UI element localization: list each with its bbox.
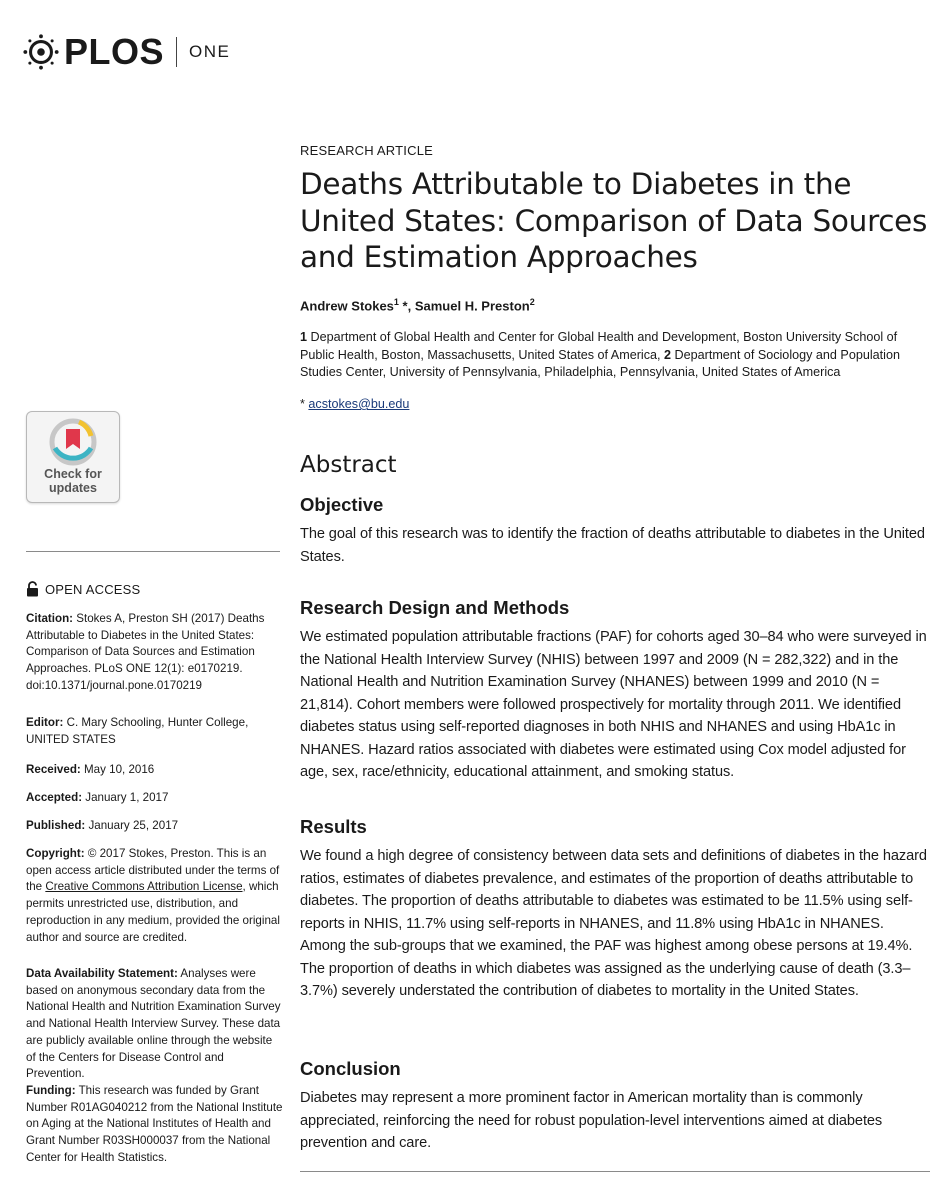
footer-divider (300, 1171, 930, 1172)
section-text-objective: The goal of this research was to identify the fraction of deaths attributable to diabetes in the United States. (300, 526, 925, 565)
author-name[interactable]: Samuel H. Preston (414, 298, 530, 314)
abstract-heading: Abstract (300, 452, 397, 478)
copyright-block: Copyright: © 2017 Stokes, Preston. This is an open access article distributed under the terms of the Creative Commons Attribution License, which permits unrestricted use, distribution, and reproduction in any medium, provided the original author and source are credited. (26, 847, 280, 944)
email-link[interactable]: acstokes@bu.edu (308, 397, 410, 411)
author-list: Andrew Stokes$^1$ *, Samuel H. Preston$^2$ (300, 297, 535, 314)
logo-suffix: ONE (189, 42, 231, 61)
check-for-updates-badge[interactable] (26, 411, 120, 503)
badge-label: Check for updates (44, 467, 102, 495)
journal-logo[interactable] (22, 30, 230, 74)
section-heading-conclusion: Conclusion (300, 1058, 401, 1079)
open-lock-icon (26, 581, 39, 597)
funding-block: Funding: This research was funded by Grant Number R01AG040212 from the National Institute on Aging at the National Institutes of Health and Grant Number R03SH000037 from the National Center for Health Statistics. (26, 1084, 283, 1164)
section-text-methods: We estimated population attributable fractions (PAF) for cohorts aged 30–84 who were surveyed in the National Health Interview Survey (NHIS) between 1997 and 2009 (N = 282,322) and in the National Health and Nutrition Examination Survey (NHANES) between 1999 and 2010 (N = 21,814). Cohort members were followed prospectively for mortality through 2011. We identified diabetes status using self-reported diagnoses in both NHIS and NHANES and using HbA1c in NHANES. Hazard ratios associated with diabetes were estimated using Cox model adjusted for age, sex, race/ethnicity, educational attainment, and smoking status. (300, 629, 927, 780)
accepted-date: Accepted: January 1, 2017 (26, 791, 169, 804)
section-heading-results: Results (300, 816, 367, 837)
open-access-label: OPEN ACCESS (26, 581, 140, 597)
article-type: RESEARCH ARTICLE (300, 143, 433, 158)
logo-wordmark: PLOS (64, 31, 165, 72)
section-heading-objective: Objective (300, 494, 384, 515)
data-availability-block: Data Availability Statement: Analyses were based on anonymous secondary data from the National Health and Nutrition Examination Survey and National Health Interview Survey. These data are publicly available online through the website of the Centers for Disease Control and Prevention. (26, 967, 281, 1081)
affiliation-ref[interactable]: 2 (529, 297, 535, 307)
corresponding-mark: * (398, 298, 408, 314)
crossmark-icon (49, 418, 97, 466)
plos-logo-icon (22, 33, 60, 71)
received-date: Received: May 10, 2016 (26, 763, 155, 776)
published-date: Published: January 25, 2017 (26, 819, 179, 832)
article-title: Deaths Attributable to Diabetes in the United States: Comparison of Data Sources and Estimation Approaches (300, 167, 928, 274)
sidebar-divider (26, 551, 280, 552)
logo-divider (176, 37, 177, 67)
section-heading-methods: Research Design and Methods (300, 597, 570, 618)
affiliations: 1 Department of Global Health and Center for Global Health and Development, Boston University School of Public Health, Boston, Massachusetts, United States of America, 2 Department of Sociology and Population Studies Center, University of Pennsylvania, Philadelphia, Pennsylvania, United States of America (300, 330, 900, 380)
author-name[interactable]: Andrew Stokes (300, 298, 394, 314)
citation-block: Citation: Stokes A, Preston SH (2017) Deaths Attributable to Diabetes in the United States: Comparison of Data Sources and Estimation Approaches. PLoS ONE 12(1): e0170219. doi:10.1371/journal.pone.0170219 (26, 612, 265, 692)
editor-block: Editor: C. Mary Schooling, Hunter College, UNITED STATES (26, 716, 249, 746)
affiliation-ref[interactable]: 1 (393, 297, 399, 307)
section-text-conclusion: Diabetes may represent a more prominent factor in American mortality than is commonly appreciated, reinforcing the need for robust population-level interventions aimed at diabetes prevention and care. (300, 1090, 883, 1151)
license-link[interactable]: Creative Commons Attribution License (45, 880, 243, 894)
section-text-results: We found a high degree of consistency between data sets and definitions of diabetes in the hazard ratios, estimates of diabetes prevalence, and estimates of the proportion of deaths attributable to diabetes. The proportion of deaths attributable to diabetes was estimated to be 11.5% using self-reports in NHIS, 11.7% using self-reports in NHANES, and 11.8% using HbA1c in NHANES. Among the sub-groups that we examined, the PAF was highest among obese persons at 19.4%. The proportion of deaths in which diabetes was assigned as the underlying cause of death (3.3–3.7%) severely understated the contribution of diabetes to mortality in the United States. (300, 848, 927, 999)
corresponding-email: * acstokes@bu.edu (300, 397, 410, 411)
